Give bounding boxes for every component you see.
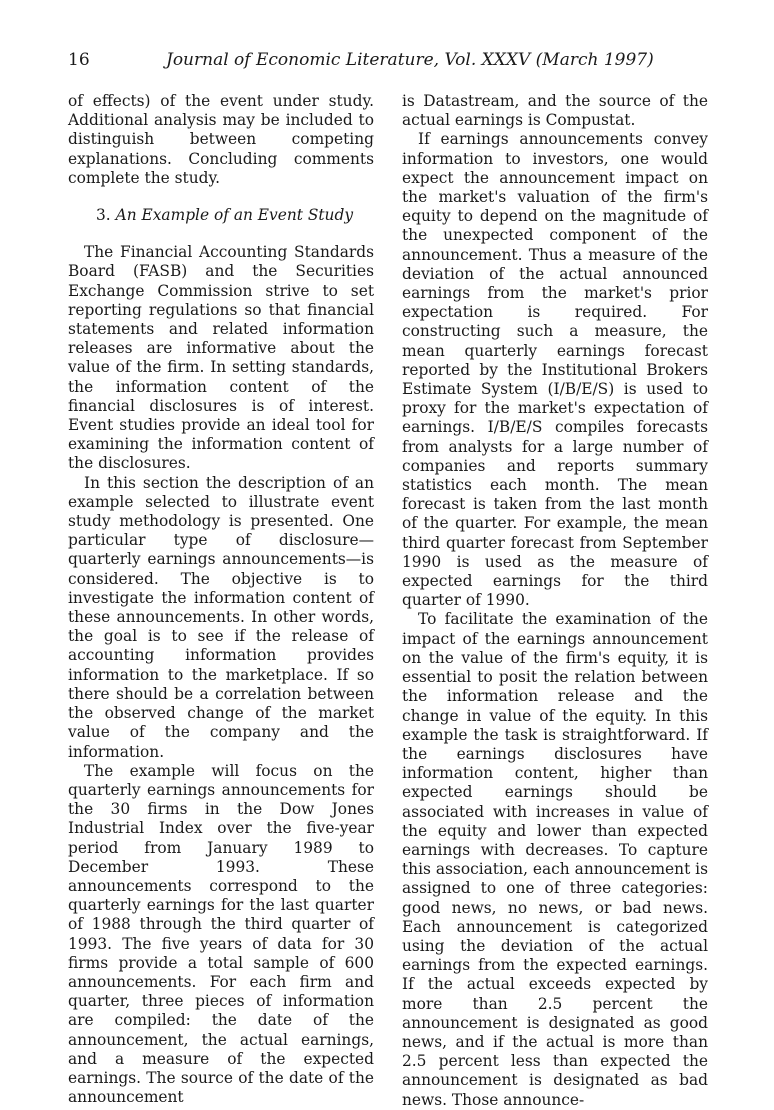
- paragraph: If earnings announcements convey information to investors, one would expect the announcement impact on the market's valuation of the firm's equity to depend on the magnitude of the unexpected component of the announcement. Thus a measure of the deviation of the actual announced earnings from the market's prior expectation is required. For constructing such a measure, the mean quarterly earnings forecast reported by the Institutional Brokers Estimate System (I/B/E/S) is used to proxy for the market's expectation of earnings. I/B/E/S compiles forecasts from analysts for a large number of companies and reports summary statistics each month. The mean forecast is taken from the last month of the quarter. For example, the mean third quarter forecast from September 1990 is used as the measure of expected earnings for the third quarter of 1990.: [402, 130, 708, 610]
- paragraph: The Financial Accounting Standards Board (FASB) and the Securities Exchange Commission strive to set reporting regulations so that financial statements and related information releases are informative about the value of the firm. In setting standards, the information content of the financial disclosures is of interest. Event studies provide an ideal tool for examining the information content of the disclosures.: [68, 243, 374, 473]
- page-number: 16: [68, 50, 90, 70]
- left-column: [68, 92, 374, 1107]
- section-number: 3.: [96, 206, 111, 225]
- paragraph-continuation: of effects) of the event under study. Additional analysis may be included to distinguish between competing explanations. Concluding comments complete the study.: [68, 92, 374, 187]
- paragraph: In this section the description of an example selected to illustrate event study methodology is presented. One particular type of disclosure—quarterly earnings announcements—is considered. The objective is to investigate the information content of these announcements. In other words, the goal is to see if the release of accounting information provides information to the marketplace. If so there should be a correlation between the observed change of the market value of the company and the information.: [68, 473, 374, 761]
- page-header: [68, 48, 708, 76]
- right-column: [402, 92, 708, 1110]
- section-title: An Example of an Event Study: [115, 206, 354, 225]
- paragraph-continuation: is Datastream, and the source of the actual earnings is Compustat.: [402, 92, 708, 130]
- section-heading: [68, 206, 374, 225]
- paragraph: To facilitate the examination of the impact of the earnings announcement on the value of the firm's equity, it is essential to posit the relation between the information release and the change in value of the equity. In this example the task is straightforward. If the earnings disclosures have information content, higher than expected earnings should be associated with increases in value of the equity and lower than expected earnings with decreases. To capture this association, each announcement is assigned to one of three categories: good news, no news, or bad news. Each announcement is categorized using the deviation of the actual earnings from the expected earnings. If the actual exceeds expected by more than 2.5 percent the announcement is designated as good news, and if the actual is more than 2.5 percent less than expected the announcement is designated as bad news. Those announce-: [402, 610, 708, 1109]
- paragraph: The example will focus on the quarterly earnings announcements for the 30 firms in the Dow Jones Industrial Index over the five-year period from January 1989 to December 1993. These announcements correspond to the quarterly earnings for the last quarter of 1988 through the third quarter of 1993. The five years of data for 30 firms provide a total sample of 600 announcements. For each firm and quarter, three pieces of information are compiled: the date of the announcement, the actual earnings, and a measure of the expected earnings. The source of the date of the announcement: [68, 761, 374, 1107]
- running-head: Journal of Economic Literature, Vol. XXXV (March 1997): [166, 50, 654, 70]
